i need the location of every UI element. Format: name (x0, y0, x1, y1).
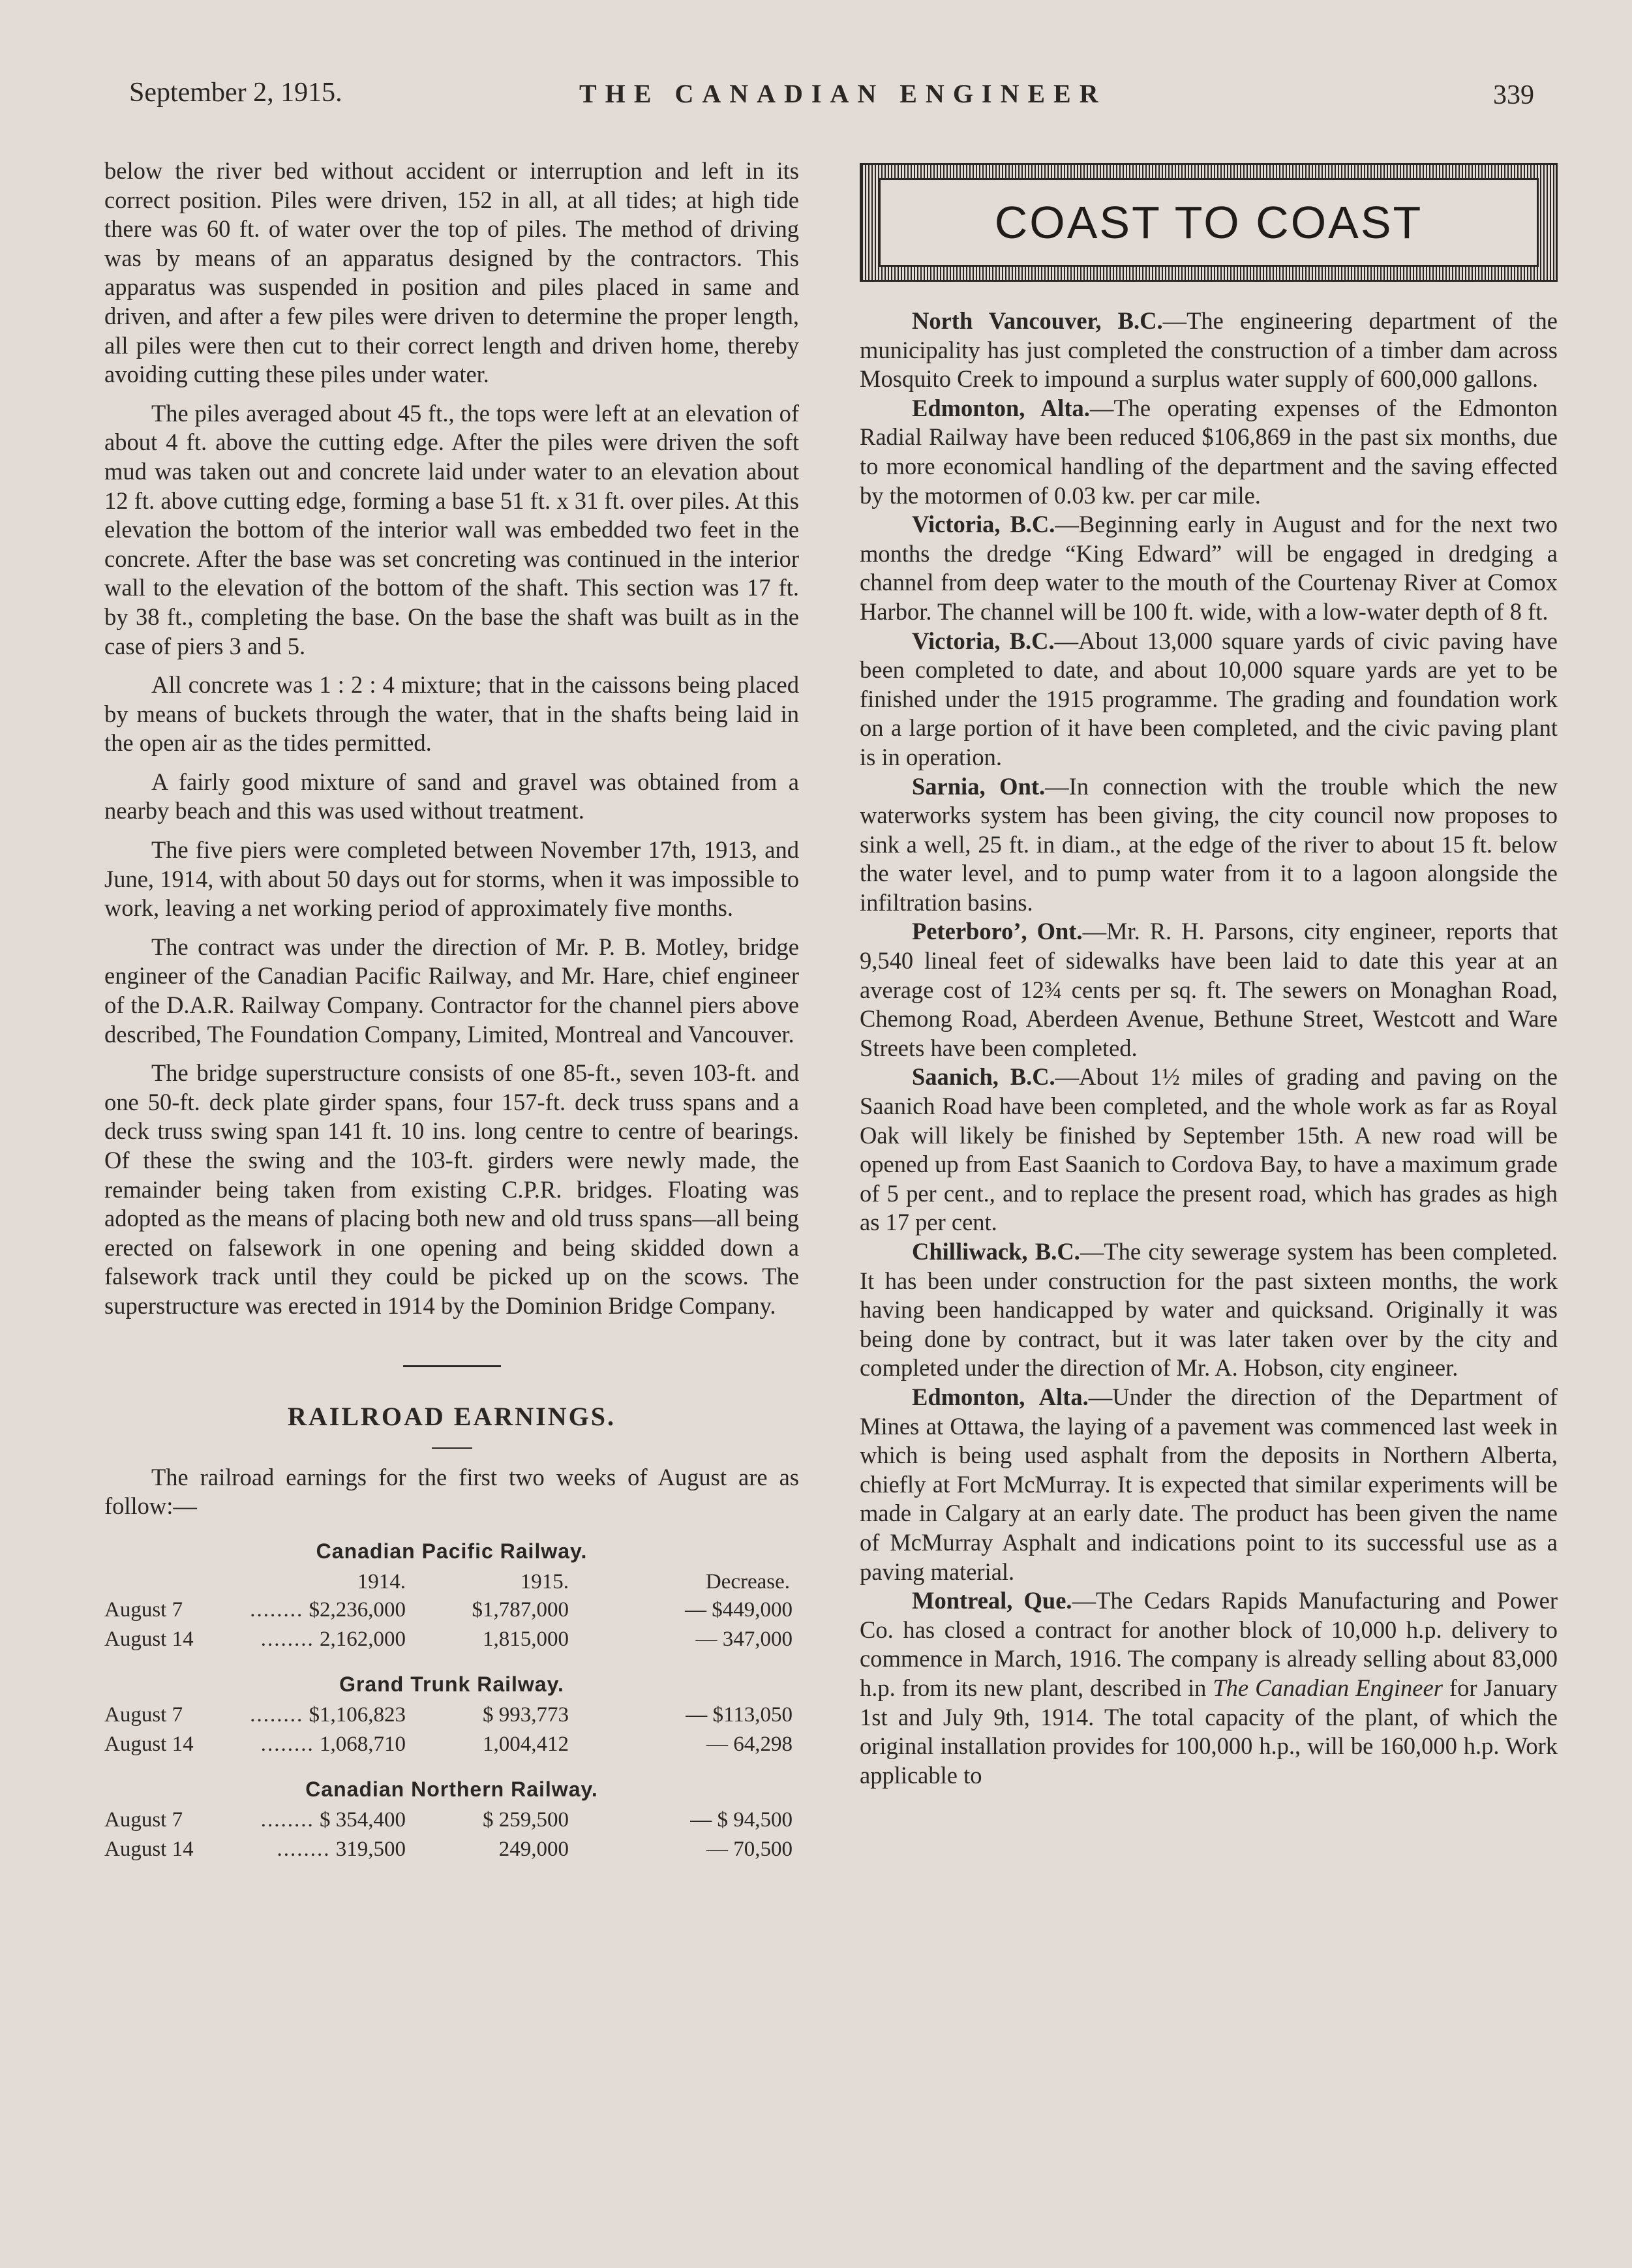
dot-leader: ........ (250, 1702, 304, 1727)
row-label: August 7 (104, 1807, 183, 1832)
value-1915: $1,787,000 (472, 1597, 569, 1622)
right-column (860, 163, 1558, 1790)
news-text: —The Cedars Rapids Manufacturing and Power Co. has closed a contract for another block of 10,000 h.p. delivery to commence in March, 1916. The company is already selling about 83,000 h.p. from its new plant, described in (860, 1587, 1558, 1701)
body-paragraph: The bridge superstructure consists of one 85-ft., seven 103-ft. and one 50-ft. deck plate girder spans, four 157-ft. deck truss spans and a deck truss swing span 141 ft. 10 ins. long centre to centre of bearings. Of these the swing and the 103-ft. girders were newly made, the remainder being taken from existing C.P.R. bridges. Floating was adopted as the means of placing both new and old truss spans—all being erected on falsework in one opening and being skidded down a falsework track until they could be picked up on the scows. The superstructure was erected in 1914 by the Dominion Bridge Company. (104, 1059, 799, 1319)
issue-date: September 2, 1915. (129, 78, 342, 108)
dot-leader: ........ (260, 1807, 314, 1832)
table-header-row (104, 1567, 799, 1595)
value-1915: 1,815,000 (483, 1627, 569, 1651)
news-item (860, 1237, 1558, 1383)
news-text: —Under the direction of the Department of Mines at Ottawa, the laying of a pavement was commenced last week in which is being used asphalt from the deposits in Northern Alberta, chiefly at Fort McMurray. It is expected that similar experiments will be made in Calgary at an early date. The product has been given the name of McMurray Asphalt and indications point to its successful use as a paving material. (860, 1383, 1558, 1585)
table-title-cpr: Canadian Pacific Railway. (316, 1539, 588, 1563)
railroad-intro: The railroad earnings for the first two weeks of August are as follow:— (104, 1463, 799, 1520)
value-1914: 319,500 (335, 1837, 406, 1861)
news-place: Edmonton, Alta. (912, 1383, 1089, 1410)
value-1915: $ 259,500 (483, 1807, 569, 1832)
table-title-grand-trunk: Grand Trunk Railway. (339, 1672, 564, 1696)
table-title-canadian-northern: Canadian Northern Railway. (305, 1777, 598, 1801)
news-item (860, 307, 1558, 394)
section-divider (403, 1365, 501, 1367)
value-1914: 2,162,000 (320, 1627, 406, 1651)
news-place: Chilliwack, B.C. (912, 1238, 1080, 1265)
left-column (104, 157, 799, 1864)
dot-leader: ........ (260, 1732, 314, 1756)
page-number: 339 (1493, 80, 1534, 110)
news-text: —The city sewerage system has been completed. It has been under construction for the past sixteen months, the work having been handicapped by water and quicksand. Originally it was being done by contract, but it was later taken over by the city and completed under the direction of Mr. A. Hobson, city engineer. (860, 1238, 1558, 1382)
running-header (129, 77, 1534, 116)
earnings-table-grand-trunk (104, 1701, 799, 1759)
news-item (860, 772, 1558, 918)
news-text: —About 13,000 square yards of civic paving have been completed to date, and about 10,000 square yards are yet to be finished under the 1915 programme. The grading and foundation work on a large portion of it have been completed, and the civic paving plant is in operation. (860, 627, 1558, 770)
row-label: August 14 (104, 1732, 194, 1756)
value-decrease: — 70,500 (706, 1837, 793, 1861)
news-place: Victoria, B.C. (912, 627, 1055, 654)
value-1914: $1,106,823 (309, 1702, 406, 1727)
table-row (104, 1835, 799, 1864)
table-row (104, 1730, 799, 1759)
banner-title: COAST TO COAST (994, 197, 1423, 248)
news-place: North Vancouver, B.C. (912, 307, 1163, 334)
journal-name-italic: The Canadian Engineer (1213, 1674, 1443, 1701)
news-place: Sarnia, Ont. (912, 772, 1046, 800)
value-decrease: — $113,050 (686, 1702, 793, 1727)
body-paragraph: The five piers were completed between November 17th, 1913, and June, 1914, with about 50 days out for storms, when it was impossible to work, leaving a net working period of approximately five months. (104, 836, 799, 922)
news-item (860, 627, 1558, 772)
coast-to-coast-banner (860, 163, 1558, 282)
dot-leader: ........ (250, 1597, 304, 1622)
table-row (104, 1595, 799, 1625)
news-text: —Mr. R. H. Parsons, city engineer, reports that 9,540 lineal feet of sidewalks have been laid to date this year at an average cost of 12¾ cents per sq. ft. The sewers on Monaghan Road, Chemong Road, Aberdeen Avenue, Bethune Street, Westcott and Ware Streets have been completed. (860, 918, 1558, 1061)
news-item (860, 394, 1558, 510)
row-label: August 14 (104, 1627, 194, 1651)
row-label: August 14 (104, 1837, 194, 1861)
news-text: —About 1½ miles of grading and paving on the Saanich Road have been completed, and the whole work as far as Royal Oak will likely be finished by September 15th. A new road will be opened up from East Saanich to Cordova Bay, to have a maximum grade of 5 per cent., and to replace the present road, which has grades as high as 17 per cent. (860, 1063, 1558, 1236)
news-item (860, 917, 1558, 1063)
value-1914: $2,236,000 (309, 1597, 406, 1622)
value-1915: $ 993,773 (483, 1702, 569, 1727)
value-1915: 249,000 (498, 1837, 569, 1861)
body-paragraph: The piles averaged about 45 ft., the tops were left at an elevation of about 4 ft. above the cutting edge. After the piles were driven the soft mud was taken out and concrete laid under water to an elevation about 12 ft. above cutting edge, forming a base 51 ft. x 31 ft. over piles. At this elevation the bottom of the interior wall was embedded two feet in the concrete. After the base was set concreting was continued in the interior wall to the elevation of the bottom of the shaft. This section was 17 ft. by 38 ft., completing the base. On the base the shaft was built as in the case of piers 3 and 5. (104, 399, 799, 659)
dot-leader: ........ (277, 1837, 331, 1861)
body-paragraph: The contract was under the direction of Mr. P. B. Motley, bridge engineer of the Canadian Pacific Railway, and Mr. Hare, chief engineer of the D.A.R. Railway Company. Contractor for the channel piers above described, The Foundation Company, Limited, Montreal and Vancouver. (104, 933, 799, 1048)
news-item (860, 1586, 1558, 1790)
railroad-earnings-heading: RAILROAD EARNINGS. (288, 1401, 616, 1431)
col-header-decrease: Decrease. (705, 1569, 790, 1594)
news-item (860, 1063, 1558, 1237)
news-place: Peterboro’, Ont. (912, 918, 1083, 945)
news-text: —Beginning early in August and for the next two months the dredge “King Edward” will be engaged in dredging a channel from deep water to the mouth of the Courtenay River at Comox Harbor. The channel will be 100 ft. wide, with a low-water depth of 8 ft. (860, 511, 1558, 625)
value-1915: 1,004,412 (483, 1732, 569, 1756)
news-place: Edmonton, Alta. (912, 394, 1090, 421)
table-row (104, 1806, 799, 1835)
table-row (104, 1701, 799, 1730)
dot-leader: ........ (260, 1627, 314, 1651)
row-label: August 7 (104, 1702, 183, 1727)
value-decrease: — 64,298 (706, 1732, 793, 1756)
value-1914: 1,068,710 (320, 1732, 406, 1756)
journal-title: THE CANADIAN ENGINEER (579, 79, 1107, 108)
body-paragraph: All concrete was 1 : 2 : 4 mixture; that in the caissons being placed by means of buckets through the water, that in the shafts being laid in the open air as the tides permitted. (104, 671, 799, 757)
news-place: Victoria, B.C. (912, 511, 1055, 538)
value-decrease: — $ 94,500 (690, 1807, 793, 1832)
news-item (860, 510, 1558, 626)
earnings-table-canadian-northern (104, 1806, 799, 1864)
body-paragraph: below the river bed without accident or interruption and left in its correct position. Piles were driven, 152 in all, at all tides; at high tide there was 60 ft. of water over the top of piles. The method of driving was by means of an apparatus designed by the contractors. This apparatus was suspended in position and piles placed in same and driven, and after a few piles were driven to determine the proper length, all piles were then cut to their correct length and driven home, thereby avoiding cutting these piles under water. (104, 157, 799, 388)
body-paragraph: A fairly good mixture of sand and gravel was obtained from a nearby beach and this was used without treatment. (104, 768, 799, 824)
news-text: for January 1st and July 9th, 1914. The total capacity of the plant, of which the original installation provides for 100,000 h.p., will be 160,000 h.p. Work applicable to (860, 1674, 1558, 1789)
value-1914: $ 354,400 (320, 1807, 406, 1832)
news-place: Saanich, B.C. (912, 1063, 1055, 1091)
earnings-table-cpr (104, 1567, 799, 1654)
news-text: —The operating expenses of the Edmonton Radial Railway have been reduced $106,869 in the past six months, due to more economical handling of the department and the saving effected by the motormen of 0.03 kw. per car mile. (860, 394, 1558, 509)
news-place: Montreal, Que. (912, 1587, 1072, 1614)
heading-rule (432, 1447, 472, 1449)
news-text: —In connection with the trouble which the new waterworks system has been giving, the city council now proposes to sink a well, 25 ft. in diam., at the edge of the river to about 15 ft. below the water level, and to pump water from it to a lagoon alongside the infiltration basins. (860, 772, 1558, 916)
table-row (104, 1625, 799, 1654)
row-label: August 7 (104, 1597, 183, 1622)
col-header-1915: 1915. (520, 1569, 569, 1594)
news-text: —The engineering department of the municipality has just completed the construction of a timber dam across Mosquito Creek to impound a surplus water supply of 600,000 gallons. (860, 307, 1558, 393)
value-decrease: — 347,000 (695, 1627, 793, 1651)
news-item (860, 1383, 1558, 1586)
value-decrease: — $449,000 (685, 1597, 793, 1622)
col-header-1914: 1914. (357, 1569, 406, 1594)
